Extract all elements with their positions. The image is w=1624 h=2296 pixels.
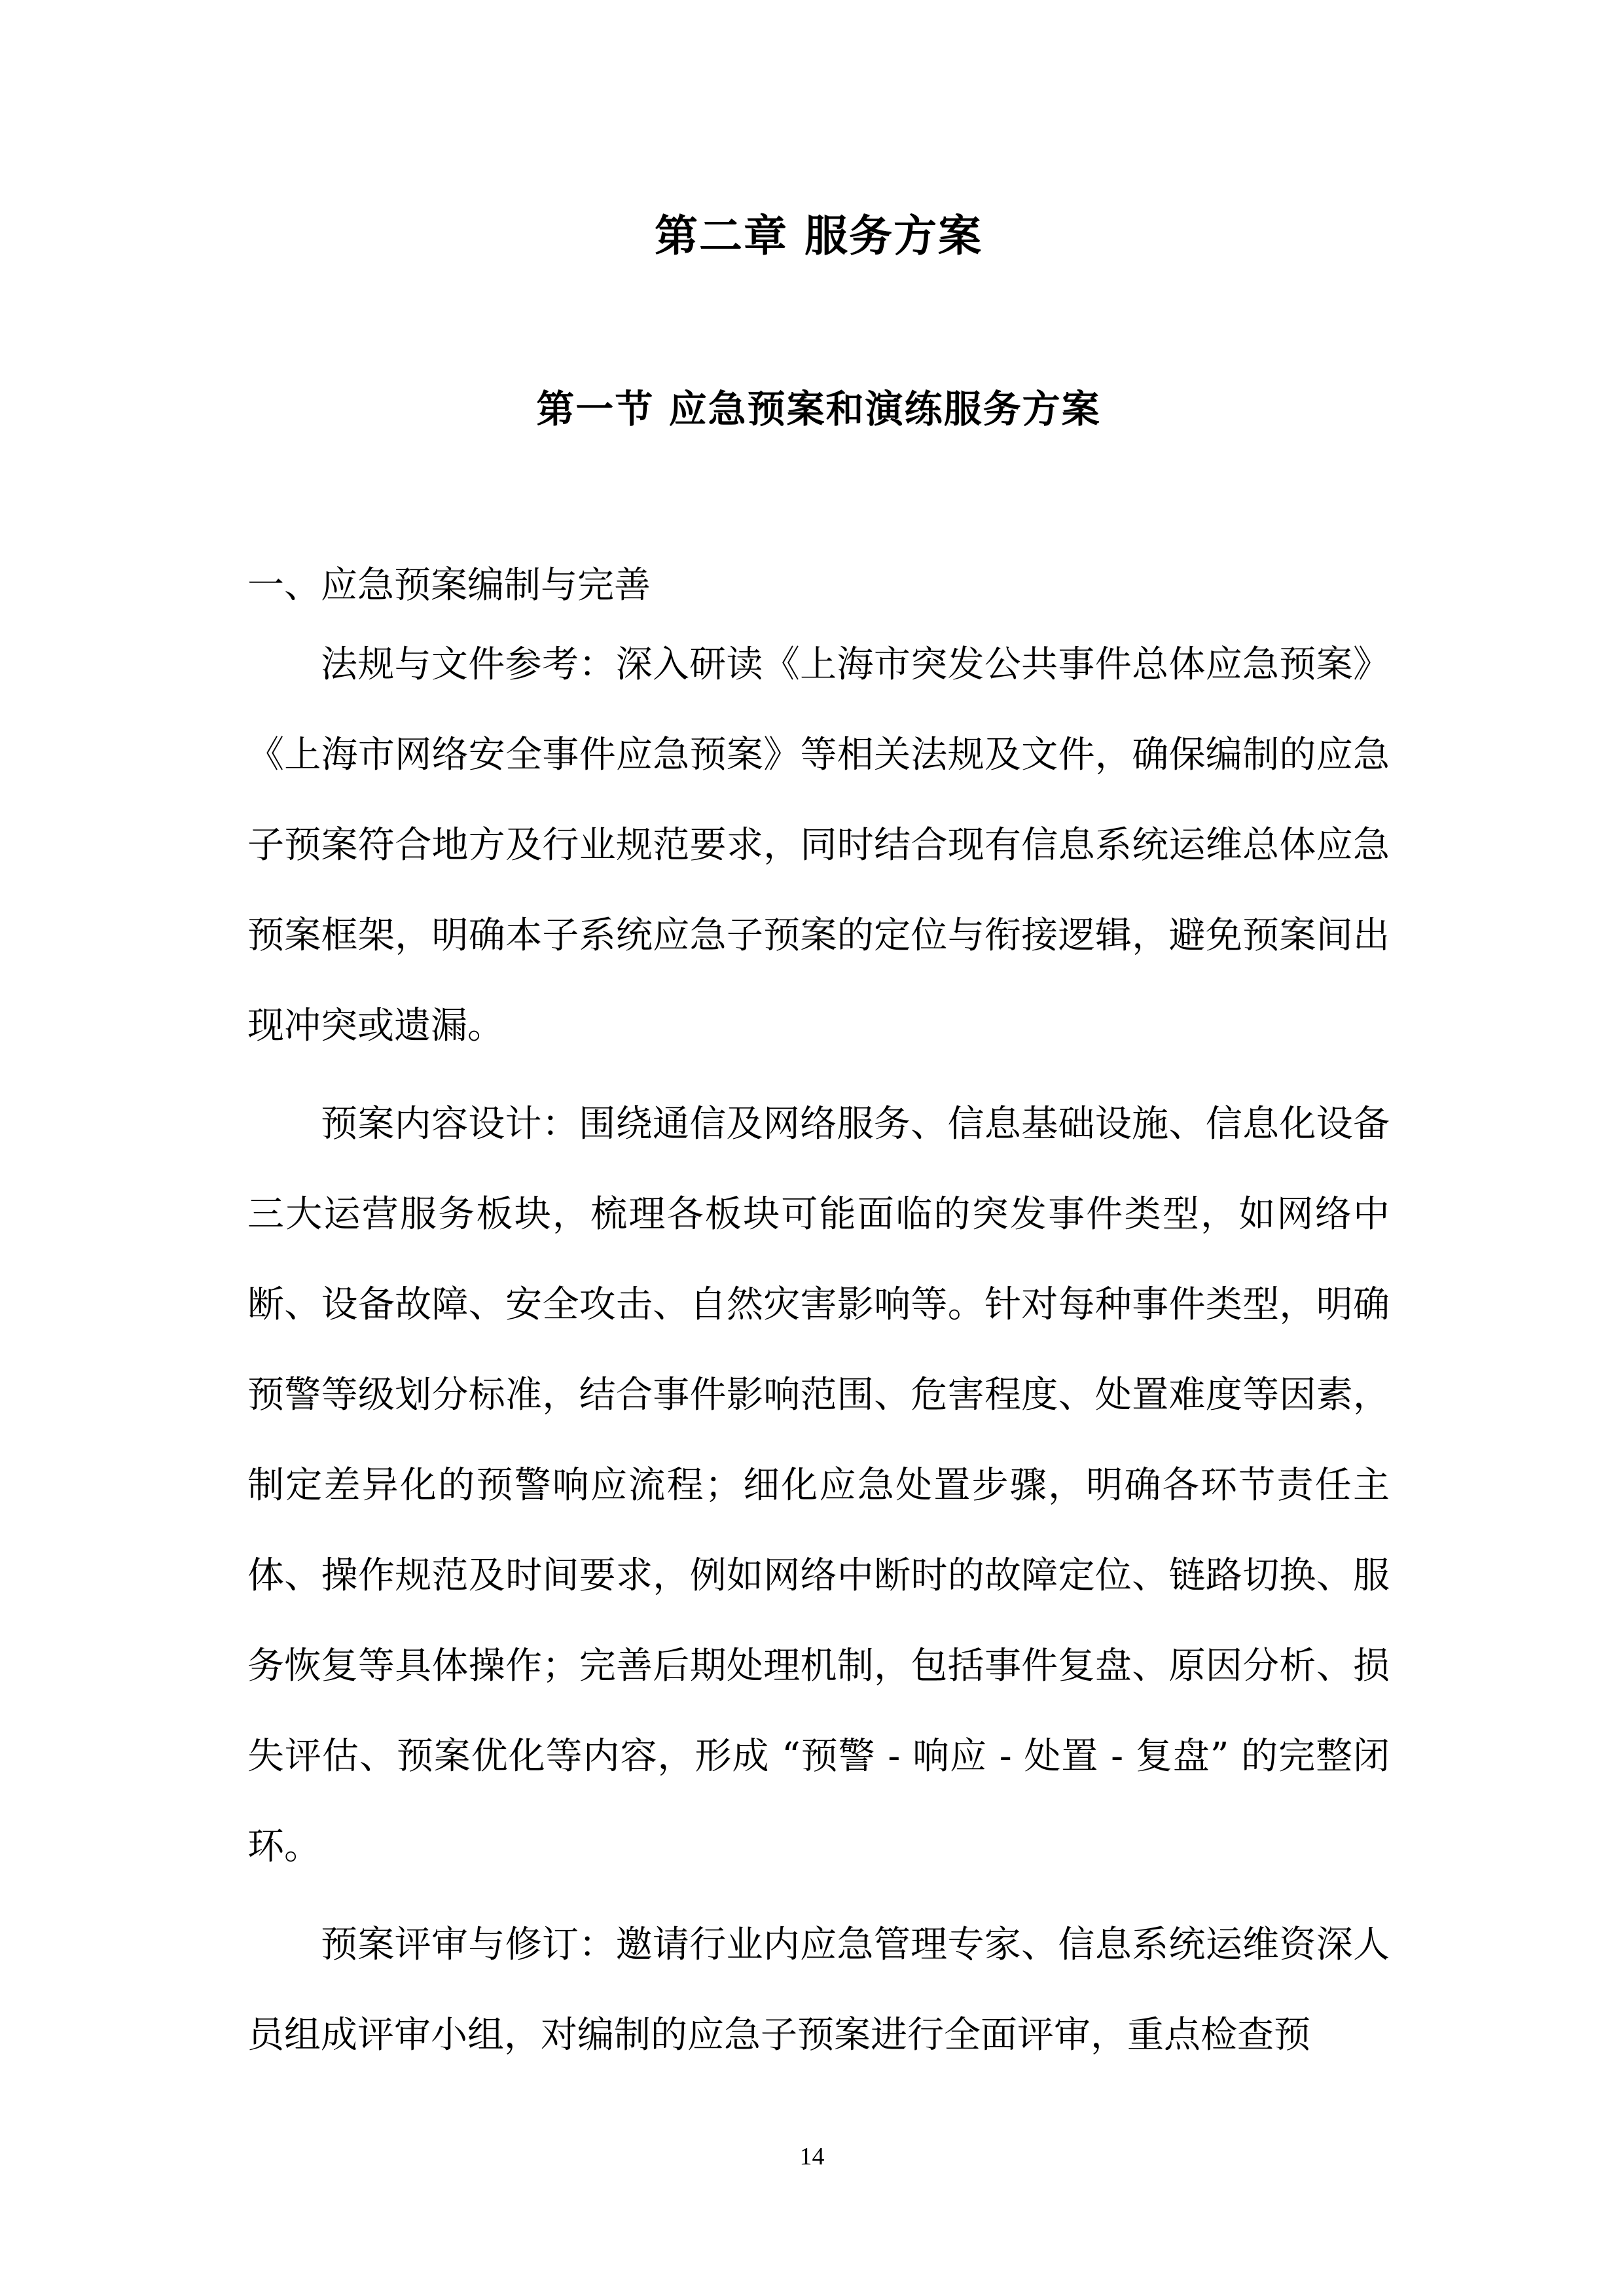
chapter-title: 第二章 服务方案 xyxy=(655,210,983,261)
section-title: 第一节 应急预案和演练服务方案 xyxy=(536,387,1101,431)
subsection-title: 一、应急预案编制与完善 xyxy=(247,564,651,607)
paragraph-regulations: 法规与文件参考：深入研读《上海市突发公共事件总体应急预案》《上海市网络安全事件应急预案》等相关法规及文件，确保编制的应急子预案符合地方及行业规范要求，同时结合现有信息系统运维总体应急预案框架，明确本子系统应急子预案的定位与衔接逻辑，避免预案间出现冲突或遗漏。 xyxy=(247,643,1390,1047)
page-number: 14 xyxy=(799,2143,825,2170)
paragraph-content-design: 预案内容设计：围绕通信及网络服务、信息基础设施、信息化设备三大运营服务板块，梳理各板块可能面临的突发事件类型，如网络中断、设备故障、安全攻击、自然灾害影响等。针对每种事件类型，明确预警等级划分标准，结合事件影响范围、危害程度、处置难度等因素，制定差异化的预警响应流程；细化应急处置步骤，明确各环节责任主体、操作规范及时间要求，例如网络中断时的故障定位、链路切换、服务恢复等具体操作；完善后期处理机制，包括事件复盘、原因分析、损失评估、预案优化等内容，形成 “预警 - 响应 - 处置 - 复盘” 的完整闭环。 xyxy=(247,1103,1390,1868)
page-content xyxy=(247,203,1390,2081)
paragraph-review: 预案评审与修订：邀请行业内应急管理专家、信息系统运维资深人员组成评审小组，对编制的应急子预案进行全面评审，重点检查预 xyxy=(247,1924,1390,2056)
